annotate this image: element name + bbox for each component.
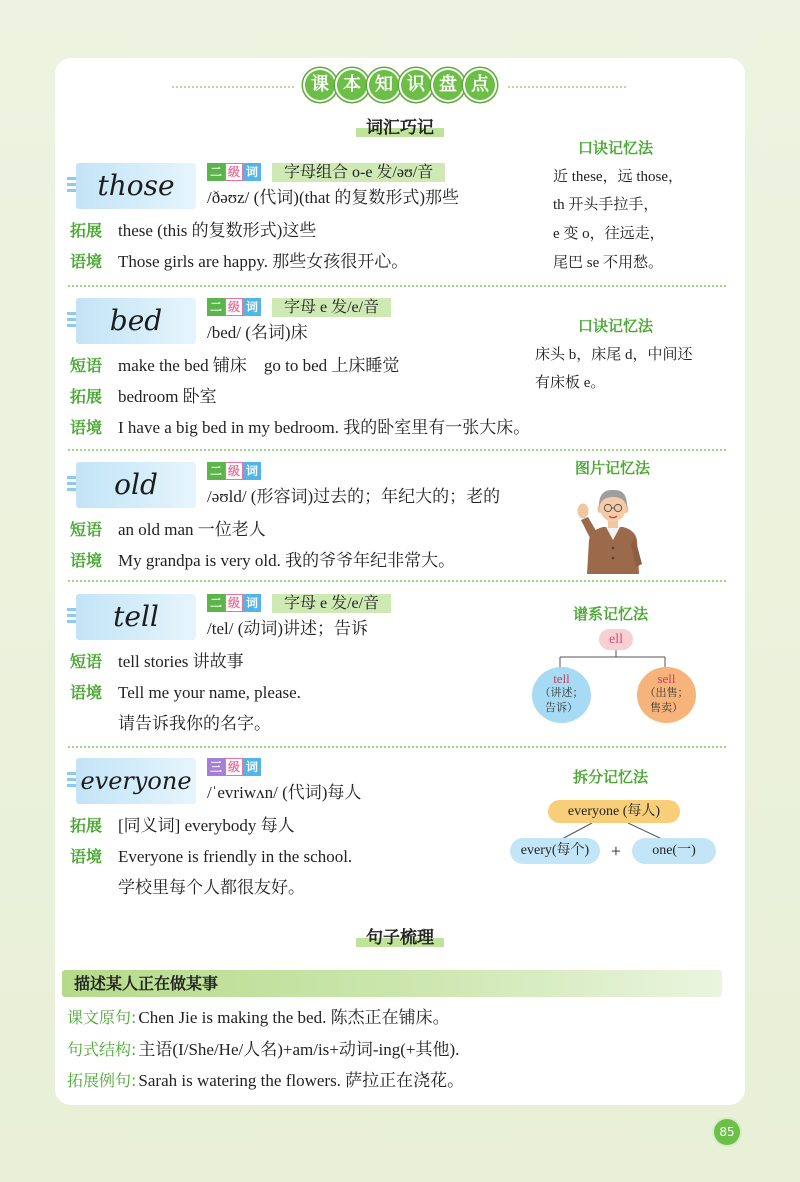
phonetic-definition: /əʊld/ (形容词)过去的；年纪大的；老的 bbox=[207, 487, 501, 506]
pronunciation-tip: 字母组合 o-e 发/əʊ/音 bbox=[272, 163, 445, 182]
word-family-branch bbox=[637, 667, 696, 723]
entry-line bbox=[70, 416, 530, 440]
word-family-root: ell bbox=[599, 629, 633, 650]
word-entry-bed bbox=[0, 298, 800, 437]
level-badge-char: 级 bbox=[225, 163, 243, 181]
line-text: these (this 的复数形式)这些 bbox=[118, 221, 317, 240]
level-badge-char: 词 bbox=[243, 758, 261, 776]
entry-divider bbox=[68, 746, 726, 748]
word-family-branch bbox=[532, 667, 591, 723]
title-char-circle: 盘 bbox=[431, 68, 465, 102]
level-badge-char: 二 bbox=[207, 163, 225, 181]
level-badge-char: 级 bbox=[225, 462, 243, 480]
line-text: My grandpa is very old. 我的爷爷年纪非常大。 bbox=[118, 551, 456, 570]
branch-meaning: （出售； bbox=[644, 687, 689, 699]
line-text: Tell me your name, please. bbox=[118, 683, 301, 702]
word-card: tell bbox=[76, 594, 196, 640]
memory-line: th 开头手拉手， bbox=[553, 197, 659, 213]
memory-line: 近 these，远 those， bbox=[553, 169, 683, 185]
word-entry-tell bbox=[0, 594, 800, 733]
sentence-topic-bar: 描述某人正在做某事 bbox=[62, 970, 722, 997]
line-text: [同义词] everybody 每人 bbox=[118, 816, 295, 835]
word-card: old bbox=[76, 462, 196, 508]
memory-line: 床头 b，床尾 d，中间还 bbox=[535, 347, 693, 363]
line-label: 拓展 bbox=[70, 221, 103, 240]
title-char-circle: 知 bbox=[367, 68, 401, 102]
entry-divider bbox=[68, 449, 726, 451]
line-label: 短语 bbox=[70, 356, 103, 375]
branch-word: tell bbox=[553, 671, 570, 686]
phonetic-definition: /ˈevriwʌn/ (代词)每人 bbox=[207, 783, 362, 802]
memory-panel-picture bbox=[0, 459, 800, 477]
level-badge-char: 词 bbox=[243, 163, 261, 181]
whole-word-pill: everyone (每人) bbox=[548, 800, 680, 823]
level-badge-char: 三 bbox=[207, 758, 225, 776]
entry-divider bbox=[68, 580, 726, 582]
sentence-text: Chen Jie is making the bed. 陈杰正在铺床。 bbox=[138, 1008, 450, 1027]
branch-meaning: （讲述； bbox=[539, 687, 584, 699]
level-badge-char: 级 bbox=[225, 594, 243, 612]
vocab-section-title bbox=[0, 117, 800, 139]
old-man-illustration-icon bbox=[573, 478, 651, 574]
level-badge-char: 二 bbox=[207, 462, 225, 480]
pronunciation-tip: 字母 e 发/e/音 bbox=[272, 594, 391, 613]
word-card: bed bbox=[76, 298, 196, 344]
sentence-label: 句式结构: bbox=[67, 1040, 137, 1059]
entry-line bbox=[70, 549, 455, 573]
line-text: Everyone is friendly in the school. bbox=[118, 847, 353, 866]
sentence-line bbox=[67, 1069, 464, 1093]
word-card: those bbox=[76, 163, 196, 209]
page-title bbox=[0, 68, 800, 104]
vocab-section-title-text: 词汇巧记 bbox=[356, 117, 444, 139]
phonetic-definition: /tel/ (动词)讲述；告诉 bbox=[207, 619, 369, 638]
level-badge-char: 级 bbox=[225, 298, 243, 316]
level-badge-char: 二 bbox=[207, 298, 225, 316]
line-label: 语境 bbox=[70, 252, 103, 271]
line-text: bedroom 卧室 bbox=[118, 387, 217, 406]
word-entry-those bbox=[0, 139, 800, 271]
sentence-line bbox=[67, 1038, 459, 1062]
word-card: everyone bbox=[76, 758, 196, 804]
title-char-circle: 点 bbox=[463, 68, 497, 102]
level-badge bbox=[207, 163, 261, 181]
sentence-line bbox=[67, 1006, 450, 1030]
entry-line bbox=[70, 219, 316, 243]
plus-operator: + bbox=[610, 841, 622, 861]
line-label: 短语 bbox=[70, 652, 103, 671]
sentence-text: 主语(I/She/He/人名)+am/is+动词-ing(+其他). bbox=[138, 1040, 460, 1059]
phonetic-definition: /bed/ (名词)床 bbox=[207, 323, 308, 342]
sentence-section-title-text: 句子梳理 bbox=[356, 927, 444, 949]
line-text: I have a big bed in my bedroom. 我的卧室里有一张大床。 bbox=[118, 418, 531, 437]
sentence-label: 拓展例句: bbox=[67, 1071, 137, 1090]
branch-meaning: 告诉） bbox=[545, 702, 578, 714]
entry-line bbox=[70, 518, 266, 542]
word-entry-old bbox=[0, 459, 800, 570]
branch-word: sell bbox=[657, 671, 676, 686]
line-label: 语境 bbox=[70, 683, 103, 702]
memory-line: 有床板 e。 bbox=[535, 375, 606, 391]
line-label: 语境 bbox=[70, 418, 103, 437]
memory-line: 尾巴 se 不用愁。 bbox=[553, 255, 663, 271]
level-badge-char: 二 bbox=[207, 594, 225, 612]
entry-line bbox=[70, 354, 399, 378]
level-badge-char: 级 bbox=[225, 758, 243, 776]
branch-meaning: 售卖） bbox=[650, 702, 683, 714]
level-badge-char: 词 bbox=[243, 298, 261, 316]
line-text: tell stories 讲故事 bbox=[118, 652, 244, 671]
word-entry-everyone bbox=[0, 758, 800, 897]
title-char-circle: 本 bbox=[335, 68, 369, 102]
word-part-pill: one(一) bbox=[632, 838, 716, 864]
entry-divider bbox=[68, 285, 726, 287]
memory-line: e 变 o，往远走， bbox=[553, 226, 665, 242]
line-label: 短语 bbox=[70, 520, 103, 539]
entry-line-continuation: 学校里每个人都很友好。 bbox=[118, 878, 305, 897]
page-number-badge: 85 bbox=[714, 1119, 740, 1145]
entry-line-continuation: 请告诉我你的名字。 bbox=[118, 714, 271, 733]
level-badge bbox=[207, 462, 261, 480]
pronunciation-tip: 字母 e 发/e/音 bbox=[272, 298, 391, 317]
memory-title: 拆分记忆法 bbox=[573, 768, 649, 786]
line-label: 拓展 bbox=[70, 387, 103, 406]
sentence-label: 课文原句: bbox=[67, 1008, 137, 1027]
level-badge-char: 词 bbox=[243, 462, 261, 480]
line-label: 拓展 bbox=[70, 816, 103, 835]
line-text: Those girls are happy. 那些女孩很开心。 bbox=[118, 252, 409, 271]
memory-title: 口诀记忆法 bbox=[578, 317, 654, 335]
line-label: 语境 bbox=[70, 847, 103, 866]
entry-line bbox=[70, 385, 217, 409]
line-label: 语境 bbox=[70, 551, 103, 570]
title-char-circle: 课 bbox=[303, 68, 337, 102]
sentence-text: Sarah is watering the flowers. 萨拉正在浇花。 bbox=[138, 1071, 465, 1090]
level-badge bbox=[207, 298, 261, 316]
level-badge-char: 词 bbox=[243, 594, 261, 612]
memory-title: 图片记忆法 bbox=[575, 459, 651, 477]
title-char-circle: 识 bbox=[399, 68, 433, 102]
word-part-pill: every(每个) bbox=[510, 838, 600, 864]
sentence-section-title bbox=[0, 927, 800, 949]
line-text: an old man 一位老人 bbox=[118, 520, 266, 539]
memory-title: 谱系记忆法 bbox=[573, 605, 649, 623]
line-text: make the bed 铺床 go to bed 上床睡觉 bbox=[118, 356, 400, 375]
memory-title: 口诀记忆法 bbox=[578, 139, 654, 157]
phonetic-definition: /ðəʊz/ (代词)(that 的复数形式)那些 bbox=[207, 188, 460, 207]
entry-line bbox=[70, 250, 408, 274]
